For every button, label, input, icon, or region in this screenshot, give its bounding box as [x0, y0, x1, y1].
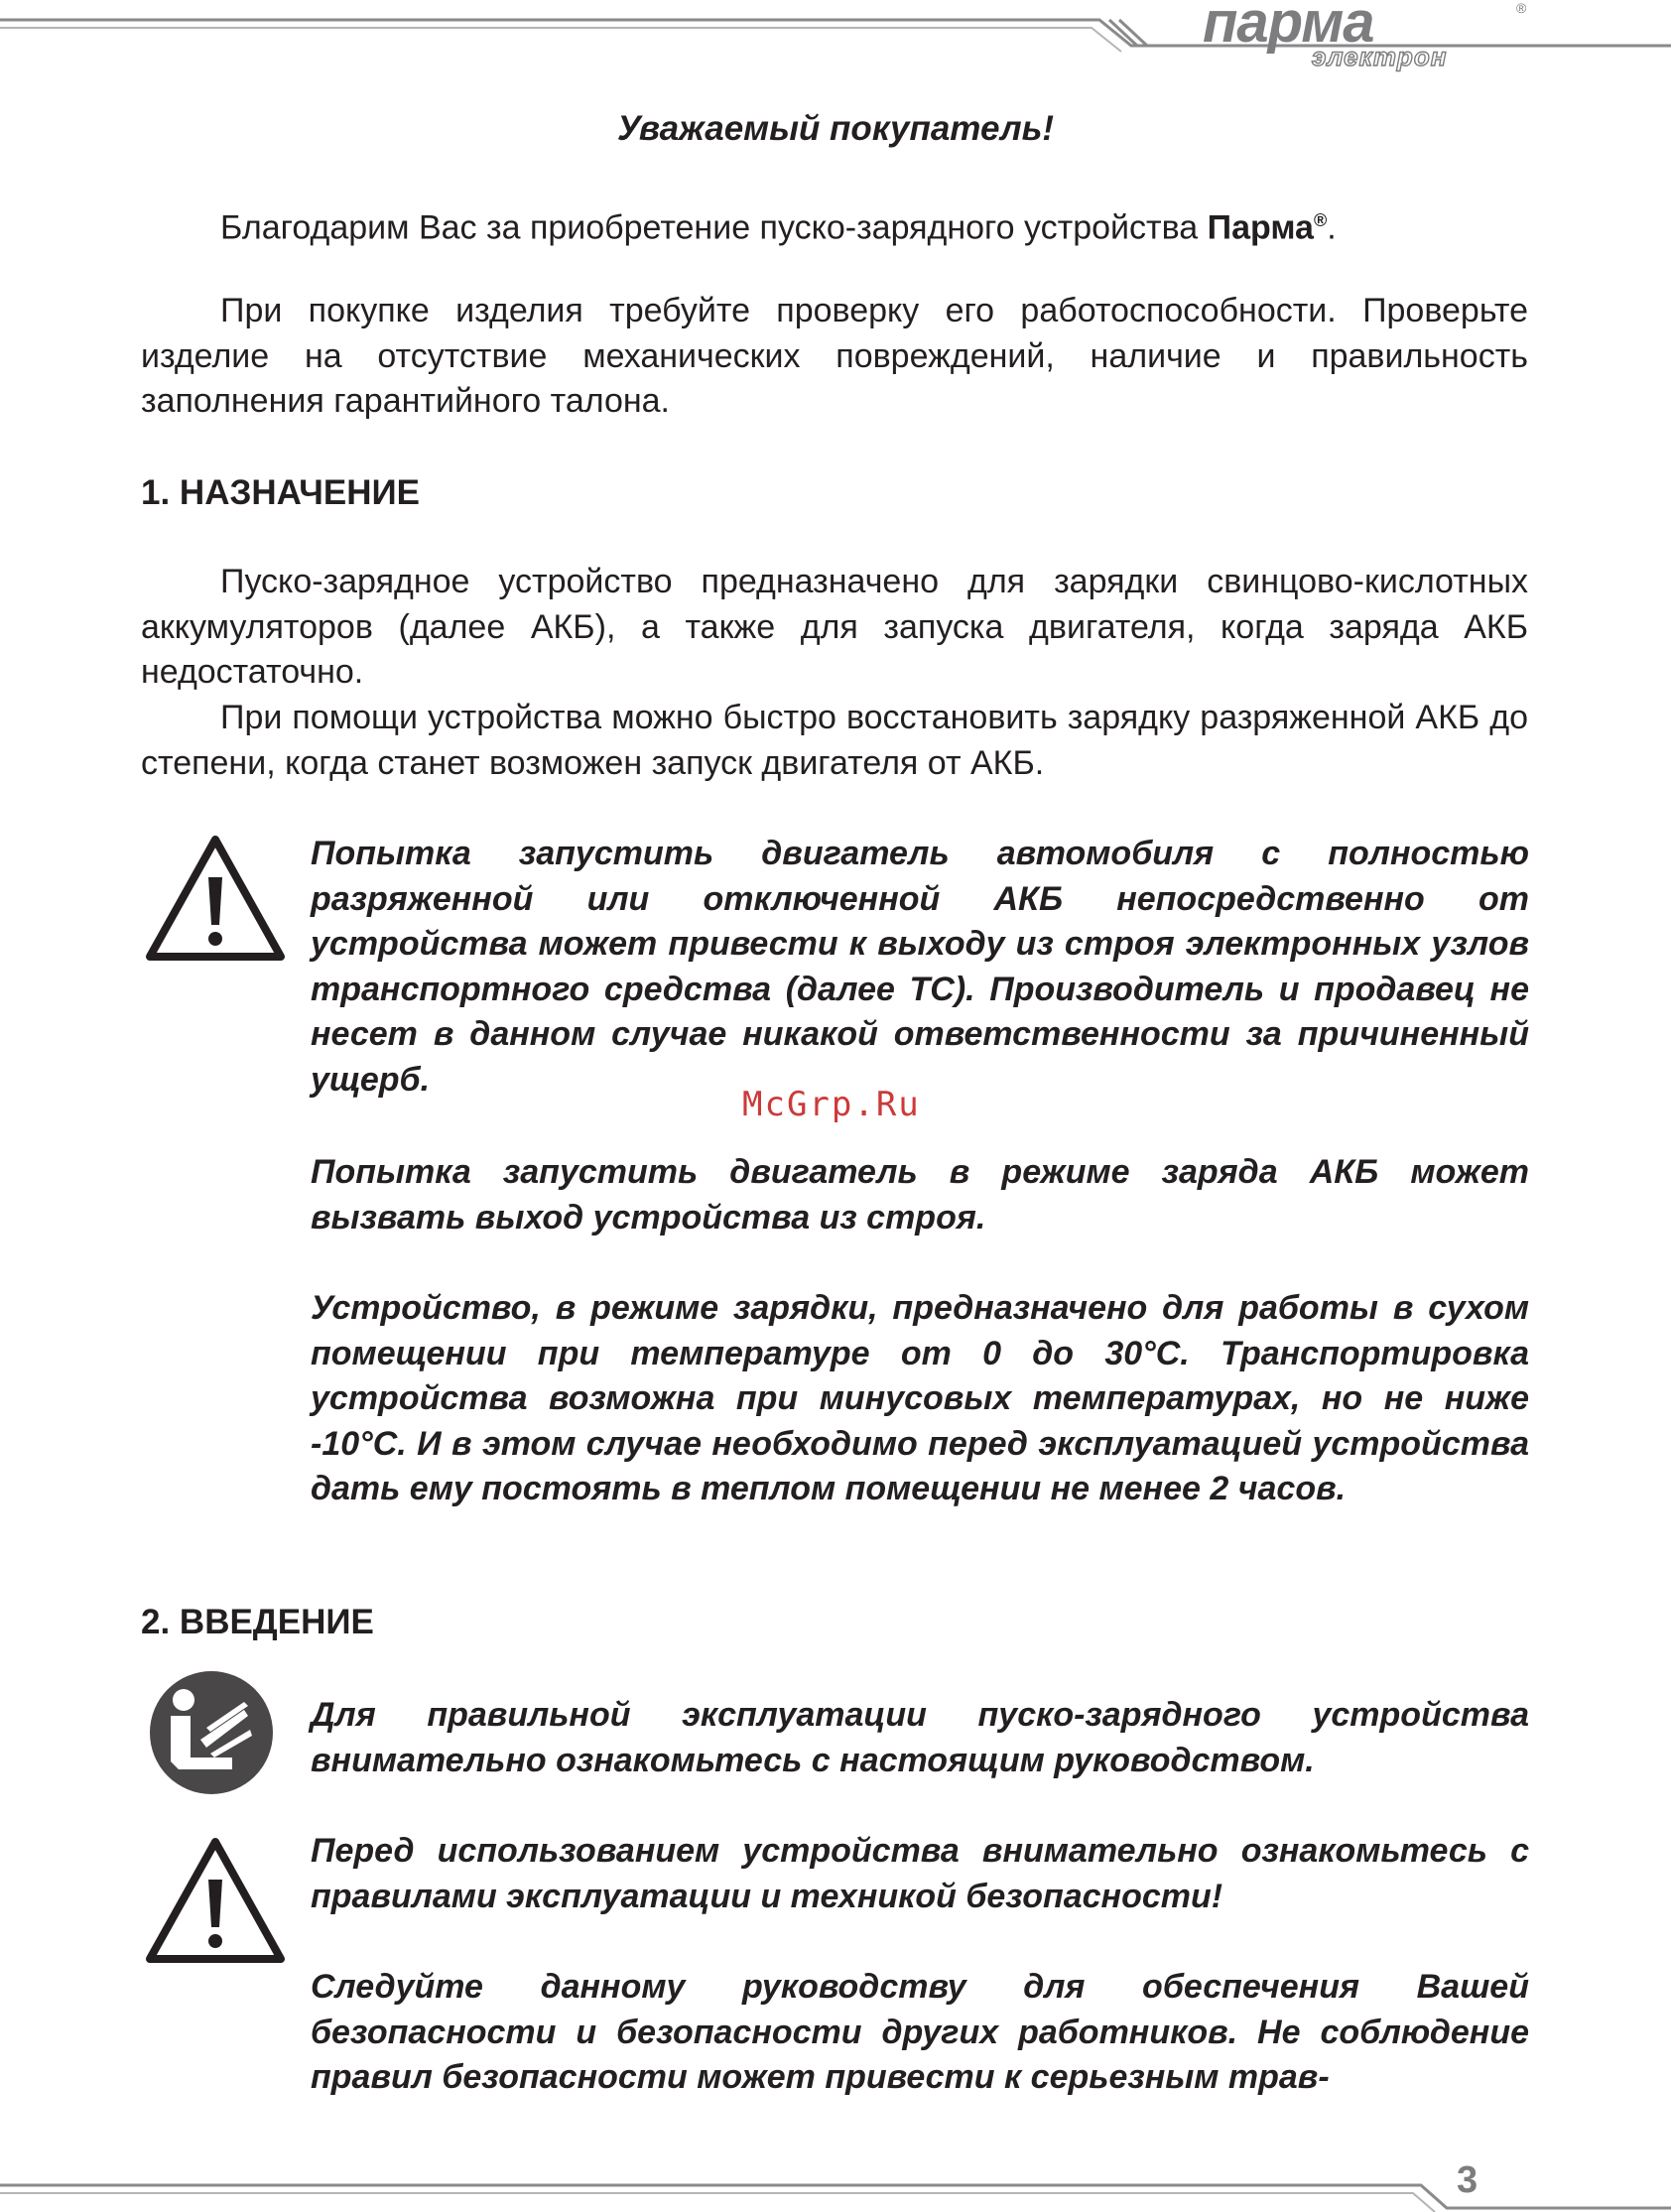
brand-reg-mark: ®	[1313, 210, 1328, 230]
intro-text: Благодарим Вас за приобретение пуско-зарядного устройства	[220, 208, 1208, 247]
brand-name: Парма	[1207, 208, 1314, 247]
section-1-heading: 1. НАЗНАЧЕНИЕ	[141, 473, 420, 512]
purpose-paragraph-1: Пуско-зарядное устройство предназначено для зарядки свинцово-кислотных аккумуляторов (далее АКБ), а также для запуска двигателя, когда заряда АКБ недостаточно.	[141, 563, 1528, 691]
logo-registered-mark: ®	[1516, 0, 1527, 16]
warning-text-4: Перед использованием устройства внимательно ознакомьтесь с правилами эксплуатации и техникой безопасности!	[311, 1832, 1529, 1915]
warning-text-3: Устройство, в режиме зарядки, предназначено для работы в сухом помещении при температуре от 0 до 30°С. Транспортировка устройства возможна при минусовых температурах, но не ниже -10°С. И в этом случае необходимо перед эксплуатацией устройства дать ему постоять в теплом помещении не менее 2 часов.	[311, 1289, 1529, 1507]
check-paragraph: При покупке изделия требуйте проверку его работоспособности. Проверьте изделие на отсутствие механических повреждений, наличие и правильность заполнения гарантийного талона.	[141, 292, 1528, 420]
purpose-paragraph-2: При помощи устройства можно быстро восстановить зарядку разряженной АКБ до степени, когда станет возможен запуск двигателя от АКБ.	[141, 699, 1528, 782]
read-manual-icon	[149, 1670, 274, 1795]
watermark: McGrp.Ru	[742, 1085, 921, 1124]
warning-text-1: Попытка запустить двигатель автомобиля с полностью разряженной или отключенной АКБ непосредственно от устройства может привести к выходу из строя электронных узлов транспортного средства (далее ТС). Производитель и продавец не несет в данном случае никакой ответственности за причиненный ущерб.	[311, 835, 1529, 1099]
warning-triangle-icon	[145, 834, 286, 963]
brand-logo: парма	[1203, 0, 1374, 55]
warning-text-2: Попытка запустить двигатель в режиме заряда АКБ может вызвать выход устройства из строя.	[311, 1153, 1529, 1236]
greeting-heading: Уважаемый покупатель!	[616, 109, 1055, 148]
intro-paragraph	[141, 198, 1528, 251]
footer-rule	[0, 2163, 1671, 2212]
page-number: 3	[1457, 2159, 1478, 2201]
brand-logo-subtitle: электрон	[1312, 42, 1448, 71]
manual-note-text: Для правильной эксплуатации пуско-зарядного устройства внимательно ознакомьтесь с настоящим руководством.	[311, 1696, 1529, 1779]
intro-end: .	[1327, 208, 1337, 247]
section-2-heading: 2. ВВЕДЕНИЕ	[141, 1603, 374, 1641]
warning-text-5: Следуйте данному руководству для обеспечения Вашей безопасности и безопасности других работников. Не соблюдение правил безопасности может привести к серьезным трав-	[311, 1968, 1529, 2096]
warning-triangle-icon	[145, 1836, 286, 1965]
